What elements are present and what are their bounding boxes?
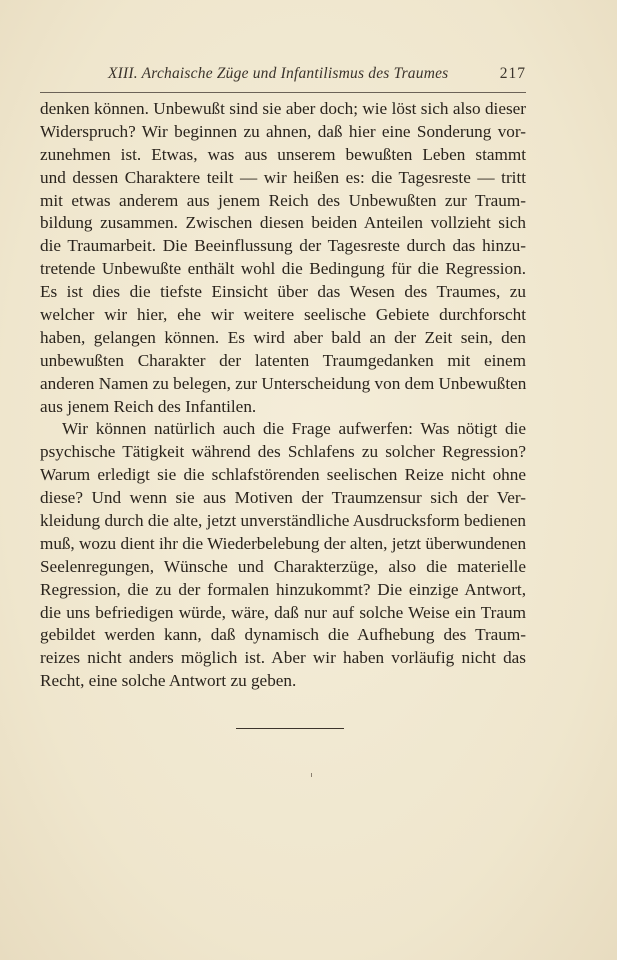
text-line: aus jenem Reich des Infantilen. [40, 396, 257, 416]
text-line: Es ist dies die tiefste Einsicht über das Wesen des Traumes, zu [40, 282, 526, 302]
text-line: kleidung durch die alte, jetzt unverständliche Ausdrucksform bedienen [40, 511, 526, 531]
body-text [40, 98, 526, 693]
text-line: tretende Unbewußte enthält wohl die Bedingung für die Regression. [40, 259, 526, 279]
text-line: Wir können natürlich auch die Frage aufwerfen: Was nötigt die [62, 419, 526, 439]
text-line: gebildet werden kann, daß dynamisch die Aufhebung des Traum- [40, 625, 526, 645]
running-head [108, 65, 526, 87]
paragraph-1 [40, 98, 526, 418]
text-line: reizes nicht anders möglich ist. Aber wir haben vorläufig nicht das [40, 648, 526, 668]
text-line: zunehmen ist. Etwas, was aus unserem bewußten Leben stammt [40, 144, 526, 164]
page-number: 217 [499, 65, 526, 82]
text-line: Widerspruch? Wir beginnen zu ahnen, daß hier eine Sonderung vor- [40, 121, 526, 141]
text-line: anderen Namen zu belegen, zur Unterscheidung von dem Unbewußten [40, 373, 527, 393]
text-line: Regression, die zu der formalen hinzukommt? Die einzige Antwort, [40, 579, 526, 599]
text-line: haben, gelangen können. Es wird aber bald an der Zeit sein, den [40, 327, 526, 347]
text-line: Recht, eine solche Antwort zu geben. [40, 671, 297, 691]
text-line: Warum erledigt sie die schlafstörenden seelischen Reize nicht ohne [40, 465, 526, 485]
header-rule [40, 92, 526, 93]
text-line: unbewußten Charakter der latenten Traumgedanken mit einem [40, 350, 526, 370]
text-line: muß, wozu dient ihr die Wiederbelebung der alten, jetzt überwundenen [40, 533, 526, 553]
paragraph-2 [40, 418, 526, 693]
text-line: die uns befriedigen würde, wäre, daß nur auf solche Weise ein Traum [40, 602, 526, 622]
text-line: die Traumarbeit. Die Beeinflussung der Tagesreste durch das hinzu- [40, 236, 526, 256]
paper-speck [311, 773, 312, 777]
text-line: Seelenregungen, Wünsche und Charakterzüge, also die materielle [40, 556, 526, 576]
text-line: denken können. Unbewußt sind sie aber doch; wie löst sich also dieser [40, 99, 526, 118]
text-line: mit etwas anderem aus jenem Reich des Unbewußten zur Traum- [40, 190, 526, 210]
text-line: und dessen Charaktere teilt — wir heißen es: die Tagesreste — tritt [40, 167, 526, 187]
text-line: diese? Und wenn sie aus Motiven der Traumzensur sich der Ver- [40, 488, 526, 508]
text-line: psychische Tätigkeit während des Schlafens zu solcher Regression? [40, 442, 526, 462]
text-line: welcher wir hier, ehe wir weitere seelische Gebiete durchforscht [40, 305, 526, 325]
text-line: bildung zusammen. Zwischen diesen beiden Anteilen vollzieht sich [40, 213, 526, 233]
running-title: XIII. Archaische Züge und Infantilismus des Traumes [108, 65, 449, 82]
section-end-rule [236, 728, 344, 729]
